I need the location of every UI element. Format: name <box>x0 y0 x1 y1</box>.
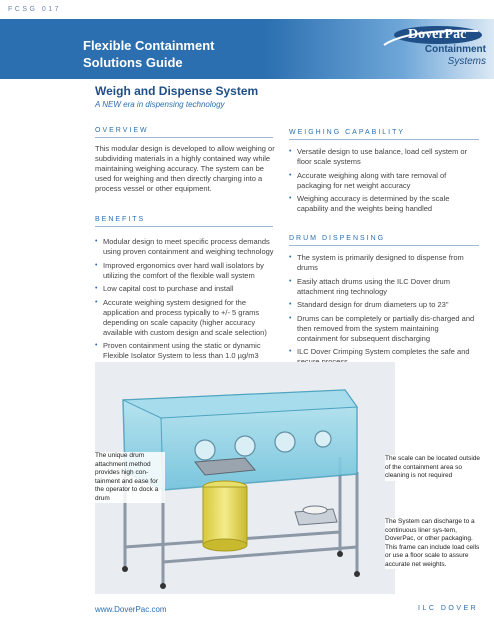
drum-divider <box>289 245 479 246</box>
list-item: • Modular design to meet specific process demands using proven containment and weighing technology <box>95 237 277 257</box>
list-item: • Accurate weighing system designed for the application and process typically to +/- 5 grams depending on scale capacity (higher accuracy available with custom design and scale selection) <box>95 298 277 338</box>
document-code: FCSG 017 <box>8 6 62 13</box>
benefits-divider <box>95 226 273 227</box>
doverpac-logo <box>378 25 490 73</box>
footer-company: ILC DOVER <box>418 605 479 612</box>
callout-drum-attachment: The unique drum attachment method provides high con-tainment and ease for the operator to dock a drum <box>95 452 165 503</box>
list-item: • Drums can be completely or partially dis-charged and then removed from the system maintaining containment for subsequent discharging <box>289 314 479 344</box>
page-title: Weigh and Dispense System <box>95 84 259 98</box>
overview-text: This modular design is developed to allow weighing or subdividing materials in a highly contained way while maintaining weighing accuracy. The system can be used for weighing and then directly charging into a process vessel or other equipment. <box>95 144 275 193</box>
drum-heading: DRUM DISPENSING <box>289 235 386 242</box>
page-subtitle: A NEW era in dispensing technology <box>95 100 225 109</box>
list-item: • Low capital cost to purchase and install <box>95 284 277 294</box>
footer-website-link[interactable]: www.DoverPac.com <box>95 605 167 614</box>
list-item: • Accurate weighing along with tare removal of packaging for net weight accuracy <box>289 171 479 191</box>
list-item: • ILC Dover Crimping System completes the safe and <box>289 347 479 367</box>
callout-scale-location: The scale can be located outside of the containment area so cleaning is not required <box>385 455 485 481</box>
benefits-heading: BENEFITS <box>95 216 146 223</box>
list-item: • The system is primarily designed to dispense from drums <box>289 253 479 273</box>
list-item: • Weighing accuracy is determined by the scale capability and the weights being handled <box>289 194 479 214</box>
list-item: • Easily attach drums using the ILC Dover drum attachment ring technology <box>289 277 479 297</box>
guide-title-line-1: Flexible Containment <box>83 38 215 53</box>
list-item: • Proven containment using the static or dynamic Flexible Isolator System to less than 1.0 µg/m3 <box>95 341 277 361</box>
overview-heading: OVERVIEW <box>95 127 149 134</box>
logo-wordmark: DoverPac <box>408 27 467 42</box>
logo-systems: Systems <box>447 56 486 67</box>
list-item: • Versatile design to use balance, load cell system or floor scale systems <box>289 147 479 167</box>
logo-containment: Containment <box>424 44 486 55</box>
list-item: • Standard design for drum diameters up to 23" <box>289 300 479 310</box>
overview-divider <box>95 137 273 138</box>
benefits-list <box>95 237 277 365</box>
drum-list <box>289 253 479 371</box>
guide-title-line-2: Solutions Guide <box>83 55 183 70</box>
weighing-list <box>289 147 479 218</box>
callout-discharge: The System can discharge to a continuous liner sys-tem, DoverPac, or other packaging. This frame can include load cells or use a floor scale to assure accurate net weights. <box>385 518 485 569</box>
list-item: • Improved ergonomics over hard wall isolators by utilizing the comfort of the flexible wall system <box>95 261 277 281</box>
weighing-heading: WEIGHING CAPABILITY <box>289 129 406 136</box>
weighing-divider <box>289 139 479 140</box>
